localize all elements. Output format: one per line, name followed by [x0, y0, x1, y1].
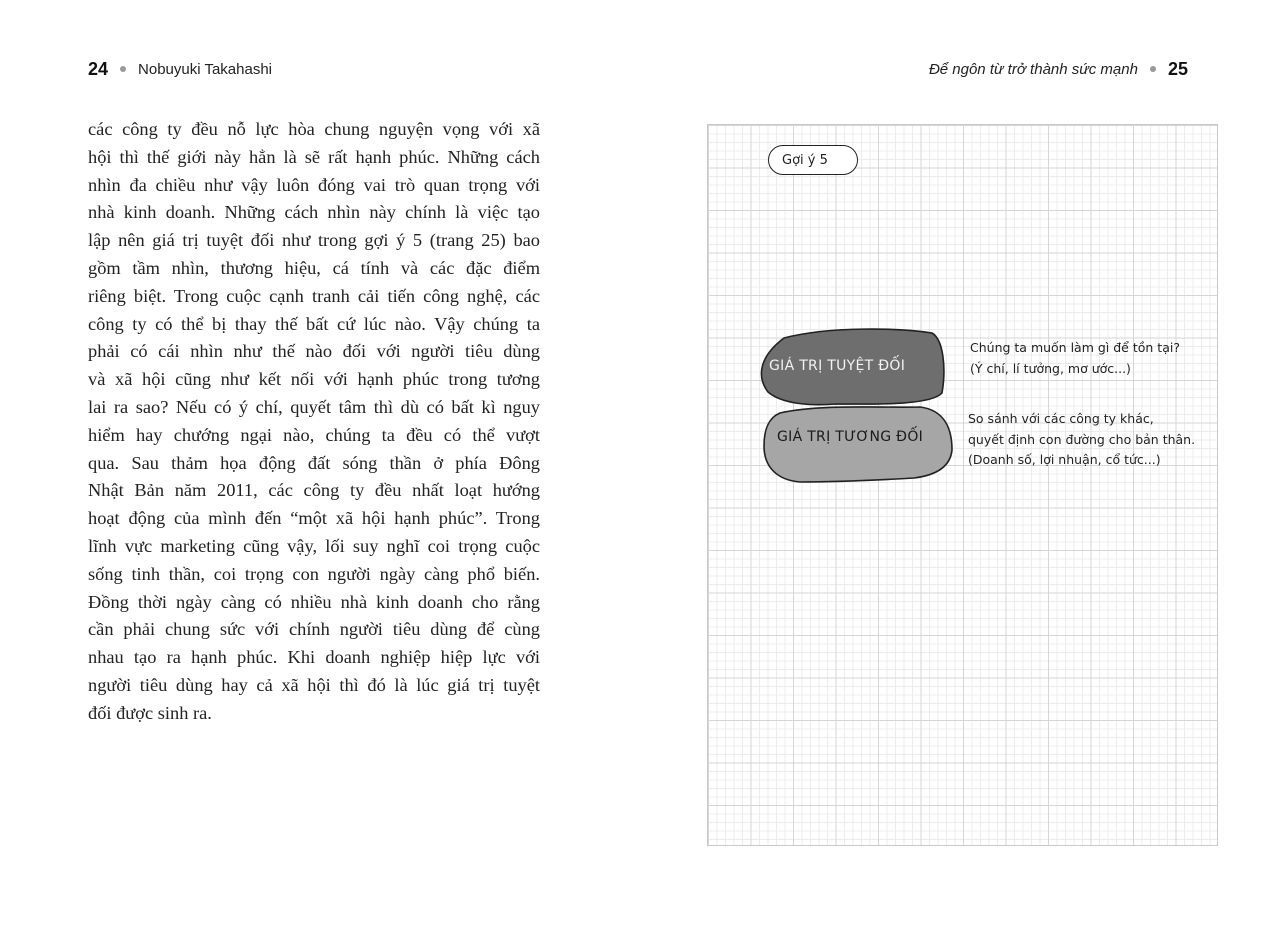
body-line: Nhật Bản năm 2011, các công ty đều nhất loạt hướng: [88, 480, 540, 501]
body-line: hoạt động của mình đến “một xã hội hạnh phúc”. Trong: [88, 508, 540, 529]
body-line: riêng biệt. Trong cuộc cạnh tranh cải tiến công nghệ, các: [88, 285, 540, 306]
relative-value-label: GIÁ TRỊ TƯƠNG ĐỐI: [777, 429, 924, 445]
relative-value-note: [968, 409, 1195, 471]
body-line: cần phải chung sức với chính người tiêu dùng để cùng: [88, 619, 540, 640]
body-line: Đồng thời ngày càng có nhiều nhà kinh doanh cho rằng: [88, 591, 540, 612]
absolute-value-label: GIÁ TRỊ TUYỆT ĐỐI: [769, 358, 906, 374]
body-line: nhìn đa chiều như vậy luôn đóng vai trò quan trọng với: [88, 174, 540, 195]
body-line: phải có cái nhìn như thế nào đối với người tiêu dùng: [88, 341, 540, 362]
body-line: các công ty đều nỗ lực hòa chung nguyện vọng với xã: [88, 119, 540, 139]
absolute-value-note: [970, 338, 1180, 379]
body-line: nhau tạo ra hạnh phúc. Khi doanh nghiệp hiệp lực với: [88, 647, 540, 668]
body-line: sống tinh thần, coi trọng con người ngày càng phổ biến.: [88, 563, 540, 584]
body-line: và xã hội cũng như kết nối với hạnh phúc trong tương: [88, 369, 540, 390]
note-line: So sánh với các công ty khác,: [968, 411, 1154, 426]
body-line: người tiêu dùng hay cả xã hội thì đó là lúc giá trị tuyệt: [88, 674, 540, 695]
body-line: nhà kinh doanh. Những cách nhìn này chính là việc tạo: [88, 202, 540, 223]
body-line: qua. Sau thảm họa động đất sóng thần ở phía Đông: [88, 452, 540, 473]
note-line: quyết định con đường cho bản thân.: [968, 431, 1196, 447]
body-line: hội thì thế giới này hẳn là sẽ rất hạnh phúc. Những cách: [88, 146, 540, 167]
body-line: hiểm hay chướng ngại nào, chúng ta đều có thể vượt: [88, 424, 540, 445]
left-page-number: 24: [88, 58, 109, 79]
note-line: Chúng ta muốn làm gì để tồn tại?: [970, 340, 1180, 355]
body-line: lai ra sao? Nếu có ý chí, quyết tâm thì dù có bất kì nguy: [88, 396, 540, 417]
body-line: gồm tầm nhìn, thương hiệu, cá tính và các đặc điểm: [88, 257, 540, 278]
note-line: (Doanh số, lợi nhuận, cổ tức...): [968, 452, 1161, 467]
book-title: Để ngôn từ trở thành sức mạnh: [928, 60, 1138, 78]
right-page-number: 25: [1167, 58, 1188, 79]
body-line: công ty có thể bị thay thế bất cứ lúc nào. Vậy chúng ta: [88, 313, 540, 334]
body-line: đối được sinh ra.: [88, 702, 212, 723]
body-line: lập nên giá trị tuyệt đối như trong gợi ý 5 (trang 25) bao: [88, 230, 540, 251]
author-name: Nobuyuki Takahashi: [138, 60, 273, 78]
note-line: (Ý chí, lí tưởng, mơ ước...): [970, 360, 1131, 376]
hint-tag: Gợi ý 5: [768, 145, 858, 175]
body-line: lĩnh vực marketing cũng vậy, lối suy nghĩ coi trọng cuộc: [88, 535, 540, 556]
